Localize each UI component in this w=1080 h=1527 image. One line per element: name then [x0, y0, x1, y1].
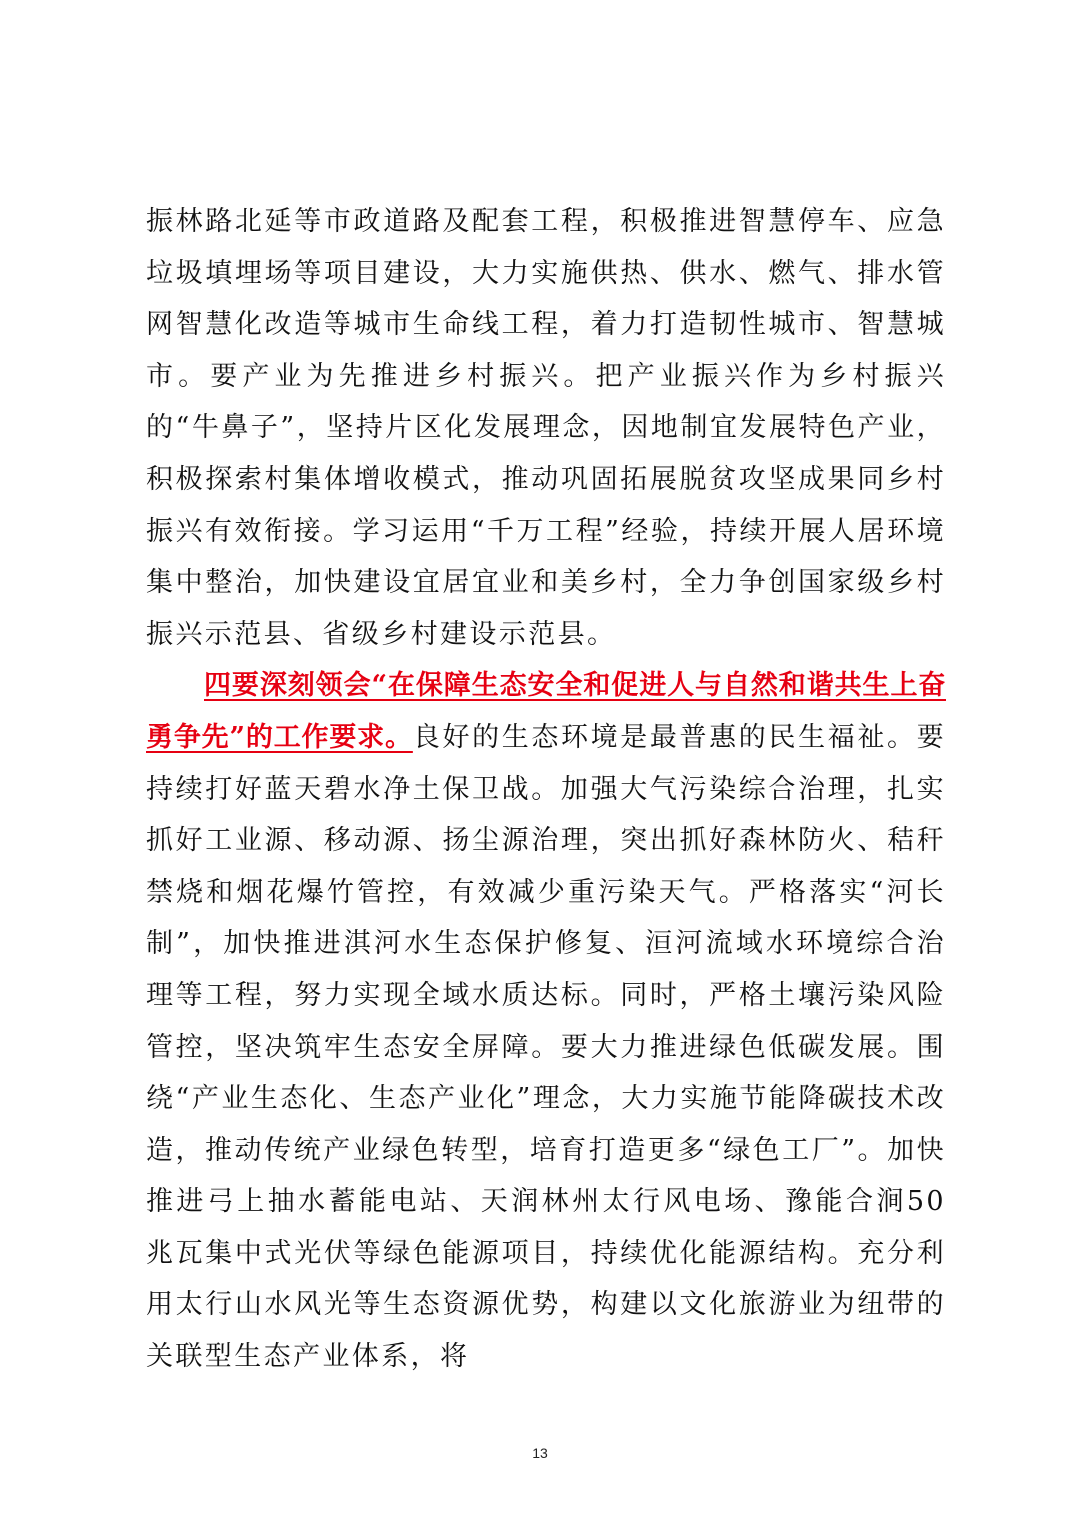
- section-heading: 四要深刻领会“在保障生态安全和促进人与自然和谐共生上奋勇争先”的工作要求。: [146, 670, 946, 753]
- section-paragraph: [146, 660, 946, 1382]
- section-body: 良好的生态环境是最普惠的民生福祉。要持续打好蓝天碧水净土保卫战。加强大气污染综合治理，扎实抓好工业源、移动源、扬尘源治理，突出抓好森林防火、秸秆禁烧和烟花爆竹管控，有效减少重污染天气。严格落实“河长制”，加快推进淇河水生态保护修复、洹河流域水环境综合治理等工程，努力实现全域水质达标。同时，严格土壤污染风险管控，坚决筑牢生态安全屏障。要大力推进绿色低碳发展。围绕“产业生态化、生态产业化”理念，大力实施节能降碳技术改造，推动传统产业绿色转型，培育打造更多“绿色工厂”。加快推进弓上抽水蓄能电站、天润林州太行风电场、豫能合涧50兆瓦集中式光伏等绿色能源项目，持续优化能源结构。充分利用太行山水风光等生态资源优势，构建以文化旅游业为纽带的关联型生态产业体系，将: [146, 721, 947, 1373]
- continued-paragraph: 振林路北延等市政道路及配套工程，积极推进智慧停车、应急垃圾填埋场等项目建设，大力实施供热、供水、燃气、排水管网智慧化改造等城市生命线工程，着力打造韧性城市、智慧城市。要产业为先推进乡村振兴。把产业振兴作为乡村振兴的“牛鼻子”，坚持片区化发展理念，因地制宜发展特色产业，积极探索村集体增收模式，推动巩固拓展脱贫攻坚成果同乡村振兴有效衔接。学习运用“千万工程”经验，持续开展人居环境集中整治，加快建设宜居宜业和美乡村，全力争创国家级乡村振兴示范县、省级乡村建设示范县。: [146, 206, 946, 650]
- document-body: [146, 196, 946, 1383]
- page-number: 13: [532, 1445, 548, 1461]
